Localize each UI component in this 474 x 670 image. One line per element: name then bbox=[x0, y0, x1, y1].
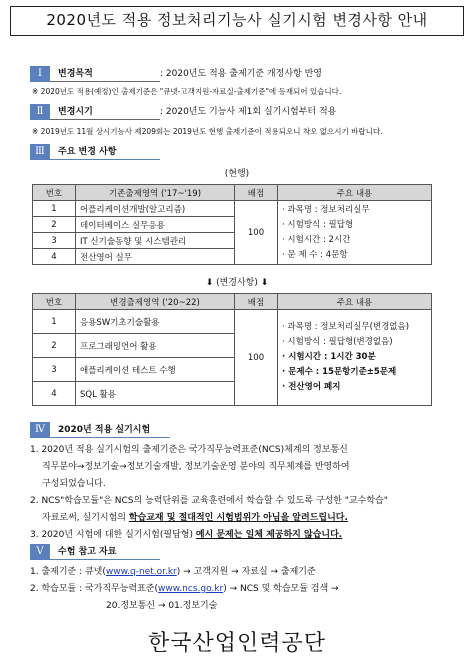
row-no: 3 bbox=[33, 358, 76, 382]
row-no: 4 bbox=[33, 382, 76, 406]
paragraph-line: 2. NCS"학습모듈"은 NCS의 능력단위를 교육훈련에서 학습할 수 있도록 구성한 "교수학습" bbox=[30, 496, 388, 506]
row-area: 어플리케이션개발(알고리즘) bbox=[76, 201, 235, 217]
reference-line: 20.정보통신 → 01.정보기술 bbox=[106, 601, 218, 611]
table-row bbox=[33, 201, 432, 217]
header-score: 배점 bbox=[235, 185, 278, 201]
references-body bbox=[30, 564, 460, 615]
row-area: 프로그래밍언어 활용 bbox=[76, 334, 235, 358]
row-no: 2 bbox=[33, 334, 76, 358]
row-area: 응용SW기초기술활용 bbox=[76, 310, 235, 334]
reference-text: 1. 출제기준 : 큐넷( bbox=[30, 567, 106, 577]
item: · 시험시간 : 1시간 30분 bbox=[282, 352, 376, 362]
section-label: 변경목적 bbox=[58, 69, 93, 79]
section-note: ※ 2020년도 적용(예정)인 출제기준은 "큐넷-고객지원-자료실-출제기준"에 등재되어 있습니다. bbox=[32, 87, 342, 96]
header-area: 기존출제영역 ('17~'19) bbox=[76, 185, 235, 201]
section-changes bbox=[30, 144, 160, 160]
row-no: 2 bbox=[33, 217, 76, 233]
section-underline bbox=[50, 159, 160, 160]
section-value: : 2020년도 기능사 제1회 실기시험부터 적용 bbox=[160, 107, 337, 117]
section-label: 수험 참고 자료 bbox=[58, 547, 117, 557]
table-row bbox=[33, 310, 432, 334]
row-no: 4 bbox=[33, 249, 76, 265]
table-header-row bbox=[33, 185, 432, 201]
header-content: 주요 내용 bbox=[278, 185, 432, 201]
row-no: 1 bbox=[33, 310, 76, 334]
section-value: : 2020년도 적용 출제기준 개정사항 반영 bbox=[160, 69, 322, 79]
item: · 시험방식 : 필답형 bbox=[282, 219, 354, 230]
organization-name: 한국산업인력공단 bbox=[147, 631, 327, 656]
paragraph-line bbox=[30, 510, 460, 527]
paragraph-line: 구성되었습니다. bbox=[42, 479, 106, 489]
header-no: 번호 bbox=[33, 294, 76, 310]
item: · 과목명 : 정보처리실무 bbox=[282, 204, 370, 215]
table-header-row bbox=[33, 294, 432, 310]
section-note: ※ 2019년도 11월 상시기능사 제209회는 2019년도 현행 출제기준이 적용되오니 착오 없으시기 바랍니다. bbox=[32, 127, 383, 136]
change-caption: ⬇ (변경사항) ⬇ bbox=[205, 278, 269, 288]
current-table bbox=[32, 184, 432, 265]
section-number: Ⅰ bbox=[30, 66, 50, 82]
section-purpose bbox=[30, 66, 450, 82]
row-no: 1 bbox=[33, 201, 76, 217]
section-body bbox=[30, 442, 460, 544]
header-content: 주요 내용 bbox=[278, 294, 432, 310]
row-score: 100 bbox=[235, 201, 278, 265]
section-references bbox=[30, 544, 160, 560]
current-caption: (현행) bbox=[224, 169, 250, 179]
emphasis-text: 학습교재 및 절대적인 시험범위가 아님을 알려드립니다. bbox=[128, 513, 348, 523]
section-number: Ⅳ bbox=[30, 422, 50, 438]
qnet-link[interactable]: www.q-net.or.kr bbox=[105, 567, 177, 577]
section-label: 주요 변경 사항 bbox=[58, 147, 117, 157]
section-label: 2020년 적용 실기시험 bbox=[58, 425, 151, 435]
item: · 문 제 수 : 4문항 bbox=[282, 249, 348, 260]
section-label: 변경시기 bbox=[58, 107, 93, 117]
header-area: 변경출제영역 ('20~22) bbox=[76, 294, 235, 310]
item: · 과목명 : 정보처리실무(변경없음) bbox=[282, 322, 410, 332]
paragraph-line bbox=[30, 527, 460, 544]
reference-text: 2. 학습모듈 : 국가직무능력표준( bbox=[30, 584, 159, 594]
row-items bbox=[278, 310, 432, 406]
reference-line bbox=[30, 564, 460, 581]
section-timing bbox=[30, 104, 450, 120]
section-number: Ⅱ bbox=[30, 104, 50, 120]
paragraph-line: 직무분야→정보기술→정보기술개발, 정보기술운영 분야의 직무체계를 반영하여 bbox=[42, 462, 350, 472]
ncs-link[interactable]: www.ncs.go.kr bbox=[158, 584, 224, 594]
header-no: 번호 bbox=[33, 185, 76, 201]
paragraph-text: 3. 2020년 시험에 대한 실기시험(필답형) bbox=[30, 530, 196, 540]
changed-table bbox=[32, 293, 432, 406]
row-area: SQL 활용 bbox=[76, 382, 235, 406]
paragraph-text: 자료로써, 실기시험의 bbox=[42, 513, 129, 523]
section-underline bbox=[50, 437, 170, 438]
row-no: 3 bbox=[33, 233, 76, 249]
page-title: 2020년도 적용 정보처리기능사 실기시험 변경사항 안내 bbox=[10, 6, 464, 36]
reference-text: ) → 고객지원 → 자료실 → 출제기준 bbox=[176, 567, 316, 577]
row-score: 100 bbox=[235, 310, 278, 406]
section-number: Ⅲ bbox=[30, 144, 50, 160]
section-underline bbox=[50, 119, 160, 120]
item: · 시험시간 : 2시간 bbox=[282, 234, 351, 245]
row-area: IT 신기술동향 및 시스템관리 bbox=[76, 233, 235, 249]
section-2020-exam bbox=[30, 422, 170, 438]
reference-text: ) → NCS 및 학습모듈 검색 → bbox=[223, 584, 339, 594]
row-area: 전산영어 실무 bbox=[76, 249, 235, 265]
row-area: 데이터베이스 실무응용 bbox=[76, 217, 235, 233]
section-underline bbox=[50, 81, 160, 82]
section-number: Ⅴ bbox=[30, 544, 50, 560]
section-underline bbox=[50, 559, 160, 560]
reference-line bbox=[30, 581, 460, 598]
row-items bbox=[278, 201, 432, 265]
row-area: 애플리케이션 테스트 수행 bbox=[76, 358, 235, 382]
item: · 문제수 : 15문항기준±5문제 bbox=[282, 367, 397, 377]
item: · 시험방식 : 필답형(변경없음) bbox=[282, 337, 393, 347]
header-score: 배점 bbox=[235, 294, 278, 310]
emphasis-text: 예시 문제는 일체 제공하지 않습니다. bbox=[195, 530, 343, 540]
item: · 전산영어 폐지 bbox=[282, 382, 341, 392]
paragraph-line: 1. 2020년 적용 실기시험의 출제기준은 국가직무능력표준(NCS)체계의 정보통신 bbox=[30, 445, 348, 455]
